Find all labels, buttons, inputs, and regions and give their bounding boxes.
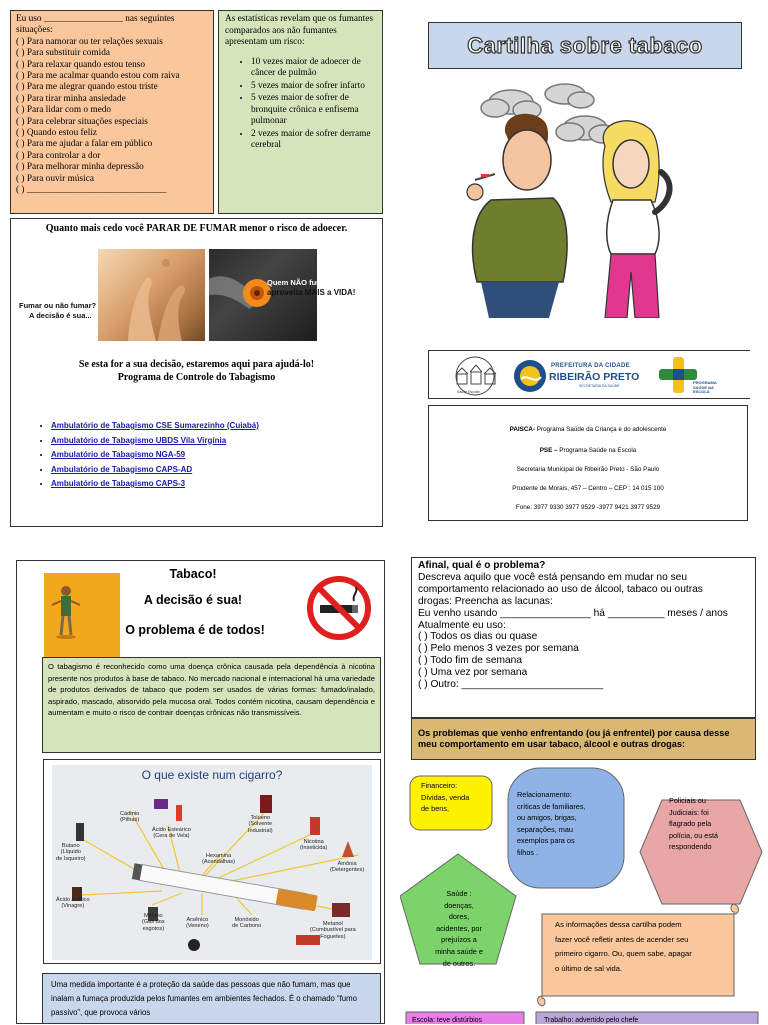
insecticide-can-icon: [310, 817, 320, 835]
frequency-option[interactable]: ( ) Todos os dias ou quase: [418, 631, 538, 643]
pse-label: PSE –: [539, 447, 558, 454]
tabaco-headline: Tabaco!: [169, 567, 217, 581]
scroll-line: primeiro cigarro. Ou, quem sabe, apagar: [555, 949, 692, 958]
paisca-line: [429, 426, 747, 433]
saude-line: Saúde :: [446, 889, 472, 898]
relacionamento-line: críticas de familiares,: [517, 801, 586, 811]
clinic-link[interactable]: Ambulatório de Tabagismo CSE Sumarezinho (Cuiabá): [51, 421, 259, 430]
lighter-icon: [76, 823, 84, 841]
ingredient-label: Metano (Gás dos esgotos): [142, 913, 165, 932]
image2-caption-line1: Quem NÃO fuma: [267, 278, 328, 287]
relacionamento-line: ou amigos, brigas,: [517, 813, 577, 823]
clinic-list-item: [51, 448, 259, 463]
image1-caption: [19, 301, 96, 321]
saude-line: minha saúde e: [435, 946, 483, 956]
man-figure-icon: [44, 573, 120, 657]
relacionamento-line: separações, mau: [517, 824, 573, 834]
situation-item[interactable]: ( ) Para namorar ou ter relações sexuais: [16, 36, 163, 47]
secretaria-label: SECRETARIA DA SAÚDE: [579, 384, 620, 388]
ingredient-label: Butano (Líquido de Isqueiro): [56, 843, 86, 862]
ribeirao-preto-label: RIBEIRÃO PRETO: [549, 371, 640, 383]
ingredient-label: Monóxido de Carbono: [232, 917, 262, 930]
policiais-line: respondendo: [669, 842, 712, 852]
situations-checklist-panel: [10, 10, 214, 214]
saude-escolar-logo-text: Saúde Escolar: [457, 390, 480, 394]
clinic-link[interactable]: Ambulatório de Tabagismo UBDS Vila Virgínia: [51, 435, 227, 445]
clinic-list-item: [51, 463, 259, 478]
ingredient-label: Arsênico (Veneno): [186, 917, 209, 930]
man-smoking-figure: [467, 114, 567, 318]
smokers-cartoon-illustration: [455, 82, 685, 318]
frequency-option[interactable]: ( ) Todo fim de semana: [418, 655, 522, 667]
saude-text: [417, 888, 501, 969]
clinic-list-item: [51, 434, 259, 449]
woman-coughing-figure: [603, 121, 670, 318]
quit-help-text: [11, 358, 382, 384]
financeiro-line: de bens,: [421, 804, 449, 814]
paisca-label: PAISCA-: [509, 426, 536, 433]
policiais-line: Judiciais: foi: [669, 807, 709, 817]
image2-caption: [267, 278, 355, 298]
thinking-man-image: [44, 573, 120, 657]
clinic-link[interactable]: Ambulatório de Tabagismo CAPS-3: [51, 479, 186, 488]
situations-intro: Eu uso _________________ nas seguintes situações:: [16, 14, 175, 36]
scroll-line: fazer você refletir antes de acender seu: [555, 934, 689, 944]
smoke-cloud-icon: [481, 84, 617, 143]
decision-headline: A decisão é sua!: [143, 593, 243, 607]
problems-faced-text: Os problemas que venho enfrentando (ou já enfrentei) por causa desse meu comportamento em usar tabaco, álcool e outras drogas:: [418, 728, 730, 749]
booklet-title-box: [428, 22, 742, 69]
ingredient-label: Hexamina (Acendalhas): [202, 853, 235, 866]
sponsor-logos-strip: [428, 350, 750, 399]
statistics-list: [225, 57, 376, 152]
saude-line: prejuízos a: [441, 935, 477, 945]
pse-logo-text: PROGRAMA SAÚDE NA ESCOLA: [693, 380, 717, 395]
problem-questionnaire: [411, 557, 756, 718]
image2-caption-line2: aproveita MAIS a VIDA!: [267, 288, 356, 297]
passive-smoking-text: Uma medida importante é a proteção da saúde das pessoas que não fumam, mas que inalam a fumaça produzida pelos fumantes em ambientes fechados. É o chamado “fumo passivo”, que provoca vários: [42, 973, 381, 1024]
paisca-description: Programa Saúde da Criança e do adolescente: [535, 426, 667, 433]
situation-item[interactable]: ( ) Para me ajudar a falar em público: [16, 139, 153, 150]
problem-line: Atualmente eu uso:: [418, 619, 506, 631]
relacionamento-text: [517, 789, 586, 859]
trabalho-text: Trabalho: advertido pelo chefe: [544, 1017, 639, 1024]
situation-item[interactable]: ( ) Para me acalmar quando estou com raiva: [16, 71, 180, 82]
situation-item[interactable]: ( ) Para ouvir música: [16, 173, 94, 184]
cigarette-diagram: [52, 765, 372, 960]
financeiro-line: Financeiro:: [421, 781, 458, 790]
cigarette-diagram-title: O que existe num cigarro?: [141, 768, 283, 782]
ingredient-label: Ácido Esteárico (Cera de Vela): [152, 827, 191, 840]
image1-caption-line2: A decisão é sua...: [29, 311, 92, 320]
situation-item[interactable]: ( ) Para lidar com o medo: [16, 105, 112, 116]
policiais-line: flagrado pela: [669, 819, 712, 829]
situation-item[interactable]: ( ) Quando estou feliz: [16, 128, 98, 139]
statistics-intro: As estatísticas revelam que os fumantes comparados aos não fumantes apresentam um risco:: [225, 14, 373, 47]
financeiro-line: Dívidas, venda: [421, 792, 470, 802]
statistics-item: • 5 vezes maior de sofrer de bronquite crônica e enfisema pulmonar: [251, 93, 376, 128]
statistics-item: • 5 vezes maior de sofrer infarto: [251, 81, 376, 93]
frequency-option[interactable]: ( ) Pelo menos 3 vezes por semana: [418, 643, 579, 655]
contact-info-box: [428, 405, 748, 521]
candle-icon: [176, 805, 182, 821]
quit-help-line1: Se esta for a sua decisão, estaremos aqui para ajudá-lo!: [78, 359, 315, 370]
detergent-flask-icon: [342, 841, 354, 857]
skull-icon: [188, 939, 200, 951]
problem-line: drogas: Preencha as lacunas:: [418, 595, 553, 607]
situation-item[interactable]: ( ) Para tirar minha ansiedade: [16, 93, 126, 104]
clinic-list-item: [51, 477, 259, 492]
policiais-line: polícia, ou está: [669, 830, 719, 840]
saude-line: acidentes, por: [436, 923, 482, 933]
quit-smoking-panel: [10, 218, 383, 527]
problem-headline: O problema é de todos!: [125, 623, 265, 637]
problem-title: Afinal, qual é o problema?: [418, 560, 546, 571]
clinic-link[interactable]: Ambulatório de Tabagismo CAPS-AD: [51, 464, 193, 474]
cigarette-ingredients-box: [43, 759, 381, 964]
saude-line: dores,: [448, 912, 470, 922]
scroll-line: As informações dessa cartilha podem: [555, 920, 682, 929]
pse-line: [429, 447, 747, 454]
fuel-can-icon: [332, 903, 350, 917]
financeiro-text: [421, 780, 469, 815]
situation-item[interactable]: ( ) Para controlar a dor: [16, 150, 101, 161]
situation-item[interactable]: ( ) Para relaxar quando estou tenso: [16, 59, 146, 70]
problems-faced-banner: [411, 718, 756, 760]
saude-line: doenças,: [444, 900, 474, 910]
relacionamento-line: filhos .: [517, 847, 539, 857]
saude-line: de outros.: [442, 958, 476, 968]
ingredient-label: Cádmio (Pilhas): [120, 811, 140, 824]
policiais-line: Policiais ou: [669, 796, 706, 805]
tabagismo-info-text: O tabagismo é reconhecido como uma doença crônica causada pela dependência à nicotina presente nos produtos à base de tabaco. No mercado nacional e internacional há uma variedade de produtos derivados de tabaco que podem ser usados de várias formas: fumado/inalado, aspirado, mascado, absorvido pela mucosa oral. Todos contém nicotina, causam dependência e aumentam e muito o risco de contrair doenças crônicas não transmissíveis.: [42, 657, 381, 753]
scroll-text: [555, 918, 692, 976]
quit-headline: Quanto mais cedo você PARAR DE FUMAR menor o risco de adoecer.: [45, 223, 348, 234]
solvent-can-icon: [260, 795, 272, 813]
situation-item[interactable]: ( ) Para celebrar situações especiais: [16, 116, 148, 127]
secretaria-line: Secretaria Municipal de Ribeirão Preto - São Paulo: [516, 466, 660, 473]
quit-help-line2: Programa de Controle do Tabagismo: [117, 372, 276, 383]
booklet-title: Cartilha sobre tabaco: [467, 32, 703, 58]
escola-text: Escola: teve distúrbios: [412, 1017, 483, 1024]
ingredient-label: Metanol (Combustível para Foguetes): [310, 921, 356, 940]
clinic-list-item: [51, 419, 259, 434]
pse-description: Programa Saúde na Escola: [557, 447, 637, 454]
situation-item[interactable]: ( ) Para melhorar minha depressão: [16, 162, 144, 173]
relacionamento-line: exemplos para os: [517, 836, 575, 846]
phones-line: Fone: 3977 9330 3977 9529 -3977 9421 3977 9529: [515, 504, 661, 511]
battery-icon: [154, 799, 168, 809]
ingredient-label: Ácido Acético (Vinagre): [56, 897, 90, 910]
prefeitura-label: PREFEITURA DA CIDADE: [551, 363, 630, 369]
hands-photo: [98, 249, 205, 341]
ribeirao-preto-crest-icon: [513, 359, 547, 393]
ingredient-label: Amônia (Detergentes): [330, 861, 365, 874]
problem-line: Descreva aquilo que você está pensando em mudar no seu: [418, 571, 688, 583]
clinic-link[interactable]: Ambulatório de Tabagismo NGA-59: [51, 450, 186, 459]
ingredient-label: Tolueno (Solvente Industrial): [248, 815, 273, 834]
policiais-text: [669, 795, 718, 853]
relacionamento-line: Relacionamento:: [517, 790, 572, 799]
statistics-item: • 2 vezes maior de sofrer derrame cerebral: [251, 129, 376, 152]
problem-line: comportamento relacionado ao uso de álcool, tabaco ou outras: [418, 583, 703, 595]
clinic-list: [35, 419, 259, 492]
statistics-item: • 10 vezes maior de adoecer de câncer de pulmão: [251, 57, 376, 80]
scroll-line: o último de sal vida.: [555, 963, 623, 973]
situation-item[interactable]: ( ) ______________________________: [16, 185, 167, 196]
ingredient-label: Nicotina (Inseticida): [300, 839, 328, 852]
frequency-option[interactable]: ( ) Outro: _________________________: [418, 679, 604, 691]
no-smoking-icon: [306, 575, 372, 641]
frequency-option[interactable]: ( ) Uma vez por semana: [418, 667, 528, 679]
situation-item[interactable]: ( ) Para substituir comida: [16, 48, 110, 59]
address-line: Prudente de Morais, 457 – Centro – CEP : 14 015 100: [512, 485, 664, 492]
usage-duration-field[interactable]: Eu venho usando ________________ há __________ meses / anos: [418, 607, 728, 619]
image1-caption-line1: Fumar ou não fumar?: [19, 301, 97, 310]
cigarette-icon: [132, 863, 318, 911]
situation-item[interactable]: ( ) Para me alegrar quando estou triste: [16, 82, 158, 93]
statistics-panel: [218, 10, 383, 214]
